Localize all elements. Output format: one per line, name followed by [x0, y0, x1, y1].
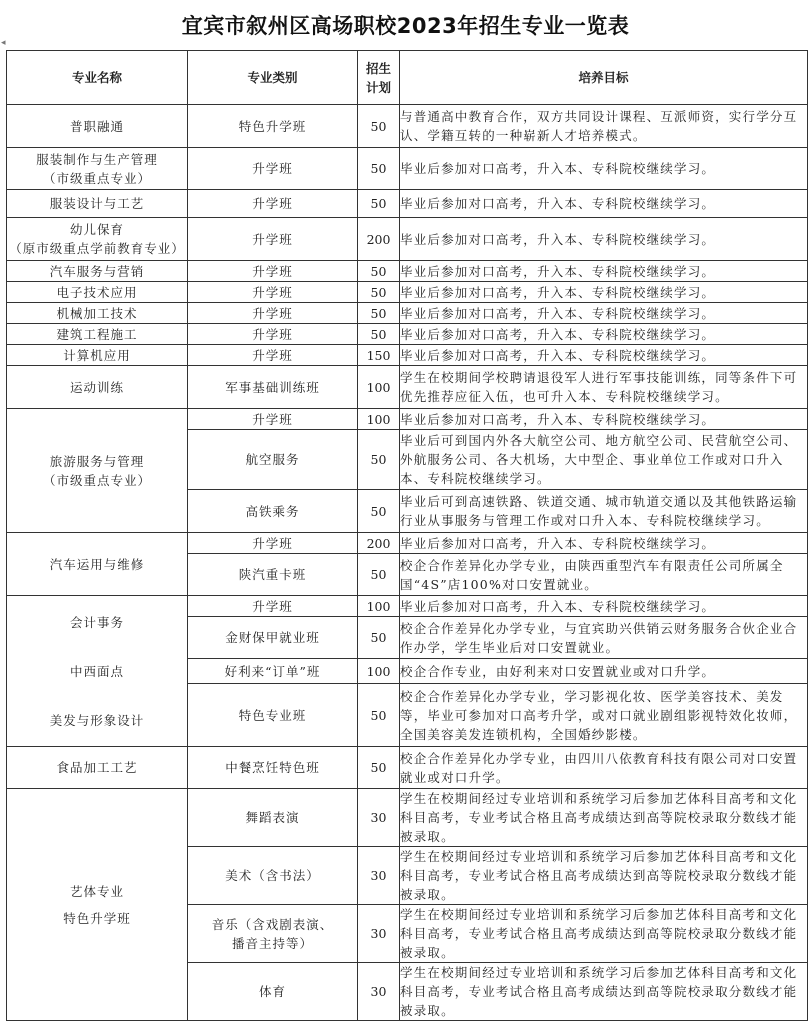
- plan-cell: 100: [358, 366, 400, 409]
- table-row: [7, 282, 808, 303]
- plan-cell: 30: [358, 789, 400, 847]
- plan-cell: 50: [358, 303, 400, 324]
- plan-cell: 50: [358, 747, 400, 789]
- category-cell: 升学班: [188, 596, 358, 617]
- goal-cell: 毕业后参加对口高考，升入本、专科院校继续学习。: [400, 533, 808, 554]
- plan-cell: 200: [358, 533, 400, 554]
- plan-cell: 100: [358, 409, 400, 430]
- goal-cell: 毕业后参加对口高考，升入本、专科院校继续学习。: [400, 596, 808, 617]
- goal-cell: 毕业后参加对口高考，升入本、专科院校继续学习。: [400, 282, 808, 303]
- plan-cell: 50: [358, 282, 400, 303]
- corner-mark: ◂: [1, 38, 6, 48]
- plan-cell: 100: [358, 659, 400, 684]
- category-cell: 升学班: [188, 409, 358, 430]
- category-cell: 特色升学班: [188, 105, 358, 148]
- table-row: [7, 345, 808, 366]
- category-cell: 升学班: [188, 324, 358, 345]
- plan-cell: 50: [358, 554, 400, 596]
- major-cell: 食品加工工艺: [7, 747, 188, 789]
- plan-cell: 50: [358, 324, 400, 345]
- goal-cell: 毕业后参加对口高考，升入本、专科院校继续学习。: [400, 345, 808, 366]
- category-cell: 高铁乘务: [188, 490, 358, 533]
- goal-cell: 学生在校期间经过专业培训和系统学习后参加艺体科目高考和文化科目高考，专业考试合格且高考成绩达到高等院校录取分数线才能被录取。: [400, 847, 808, 905]
- category-cell: 美术（含书法）: [188, 847, 358, 905]
- category-cell: 体育: [188, 963, 358, 1021]
- category-cell: 军事基础训练班: [188, 366, 358, 409]
- goal-cell: 毕业后可到高速铁路、铁道交通、城市轨道交通以及其他铁路运输行业从事服务与管理工作或对口升入本、专科院校继续学习。: [400, 490, 808, 533]
- enrollment-table: [6, 50, 808, 1021]
- major-cell: 服装设计与工艺: [7, 190, 188, 218]
- table-row: [7, 303, 808, 324]
- goal-cell: 校企合作差异化办学专业，由四川八依教育科技有限公司对口安置就业或对口升学。: [400, 747, 808, 789]
- header-goal: 培养目标: [400, 51, 808, 105]
- plan-cell: 50: [358, 190, 400, 218]
- category-cell: 音乐（含戏剧表演、 播音主持等）: [188, 905, 358, 963]
- goal-cell: 毕业后参加对口高考，升入本、专科院校继续学习。: [400, 409, 808, 430]
- major-cell: 机械加工技术: [7, 303, 188, 324]
- plan-cell: 30: [358, 847, 400, 905]
- goal-cell: 校企合作差异化办学专业，学习影视化妆、医学美容技术、美发等，毕业可参加对口高考升学，或对口就业剧组影视特效化妆师，全国美容美发连锁机构，全国婚纱影楼。: [400, 684, 808, 747]
- plan-cell: 50: [358, 105, 400, 148]
- category-cell: 升学班: [188, 261, 358, 282]
- goal-cell: 毕业后参加对口高考，升入本、专科院校继续学习。: [400, 303, 808, 324]
- plan-cell: 50: [358, 148, 400, 190]
- table-row: [7, 789, 808, 847]
- table-row: [7, 409, 808, 430]
- category-cell: 航空服务: [188, 430, 358, 490]
- major-cell: 汽车运用与维修: [7, 533, 188, 596]
- goal-cell: 毕业后参加对口高考，升入本、专科院校继续学习。: [400, 261, 808, 282]
- table-row: [7, 596, 808, 617]
- plan-cell: 100: [358, 596, 400, 617]
- goal-cell: 学生在校期间经过专业培训和系统学习后参加艺体科目高考和文化科目高考，专业考试合格且高考成绩达到高等院校录取分数线才能被录取。: [400, 905, 808, 963]
- goal-cell: 毕业后可到国内外各大航空公司、地方航空公司、民营航空公司、外航服务公司、各大机场，大中型企、事业单位工作或对口升入本、专科院校继续学习。: [400, 430, 808, 490]
- category-cell: 升学班: [188, 218, 358, 261]
- plan-cell: 50: [358, 684, 400, 747]
- table-row: [7, 218, 808, 261]
- header-category: 专业类别: [188, 51, 358, 105]
- table-row: [7, 747, 808, 789]
- table-row: [7, 105, 808, 148]
- goal-cell: 毕业后参加对口高考，升入本、专科院校继续学习。: [400, 324, 808, 345]
- table-row: [7, 261, 808, 282]
- plan-cell: 50: [358, 617, 400, 659]
- major-cell: 运动训练: [7, 366, 188, 409]
- major-cell: 旅游服务与管理 （市级重点专业）: [7, 409, 188, 533]
- plan-cell: 200: [358, 218, 400, 261]
- major-cell: 计算机应用: [7, 345, 188, 366]
- plan-cell: 30: [358, 905, 400, 963]
- table-row: [7, 366, 808, 409]
- category-cell: 升学班: [188, 345, 358, 366]
- category-cell: 好利来“订单”班: [188, 659, 358, 684]
- table-header-row: [7, 51, 808, 105]
- major-cell: 服装制作与生产管理 （市级重点专业）: [7, 148, 188, 190]
- table-row: [7, 148, 808, 190]
- plan-cell: 50: [358, 430, 400, 490]
- major-cell: 电子技术应用: [7, 282, 188, 303]
- category-cell: 中餐烹饪特色班: [188, 747, 358, 789]
- plan-cell: 150: [358, 345, 400, 366]
- category-cell: 升学班: [188, 533, 358, 554]
- goal-cell: 学生在校期间学校聘请退役军人进行军事技能训练，同等条件下可优先推荐应征入伍，也可升入本、专科院校继续学习。: [400, 366, 808, 409]
- goal-cell: 毕业后参加对口高考，升入本、专科院校继续学习。: [400, 190, 808, 218]
- goal-cell: 毕业后参加对口高考，升入本、专科院校继续学习。: [400, 218, 808, 261]
- category-cell: 升学班: [188, 303, 358, 324]
- header-major: 专业名称: [7, 51, 188, 105]
- category-cell: 舞蹈表演: [188, 789, 358, 847]
- goal-cell: 校企合作差异化办学专业，由陕西重型汽车有限责任公司所属全国“4S”店100%对口安置就业。: [400, 554, 808, 596]
- major-cell: 汽车服务与营销: [7, 261, 188, 282]
- category-cell: 金财保甲就业班: [188, 617, 358, 659]
- category-cell: 陕汽重卡班: [188, 554, 358, 596]
- major-cell: 会计事务 中西面点 美发与形象设计: [7, 596, 188, 747]
- major-cell: 普职融通: [7, 105, 188, 148]
- major-cell: 幼儿保育 （原市级重点学前教育专业）: [7, 218, 188, 261]
- goal-cell: 与普通高中教育合作，双方共同设计课程、互派师资，实行学分互认、学籍互转的一种崭新人才培养模式。: [400, 105, 808, 148]
- goal-cell: 学生在校期间经过专业培训和系统学习后参加艺体科目高考和文化科目高考，专业考试合格且高考成绩达到高等院校录取分数线才能被录取。: [400, 963, 808, 1021]
- page-title: 宜宾市叙州区高场职校2023年招生专业一览表: [181, 14, 630, 38]
- category-cell: 特色专业班: [188, 684, 358, 747]
- table-row: [7, 324, 808, 345]
- category-cell: 升学班: [188, 148, 358, 190]
- category-cell: 升学班: [188, 190, 358, 218]
- table-row: [7, 533, 808, 554]
- plan-cell: 50: [358, 261, 400, 282]
- major-cell: 建筑工程施工: [7, 324, 188, 345]
- major-cell: 艺体专业 特色升学班: [7, 789, 188, 1021]
- goal-cell: 毕业后参加对口高考，升入本、专科院校继续学习。: [400, 148, 808, 190]
- goal-cell: 校企合作差异化办学专业，与宜宾助兴供销云财务服务合伙企业合作办学，学生毕业后对口安置就业。: [400, 617, 808, 659]
- category-cell: 升学班: [188, 282, 358, 303]
- plan-cell: 50: [358, 490, 400, 533]
- plan-cell: 30: [358, 963, 400, 1021]
- goal-cell: 学生在校期间经过专业培训和系统学习后参加艺体科目高考和文化科目高考，专业考试合格且高考成绩达到高等院校录取分数线才能被录取。: [400, 789, 808, 847]
- goal-cell: 校企合作专业，由好利来对口安置就业或对口升学。: [400, 659, 808, 684]
- header-plan: 招生 计划: [358, 51, 400, 105]
- table-row: [7, 190, 808, 218]
